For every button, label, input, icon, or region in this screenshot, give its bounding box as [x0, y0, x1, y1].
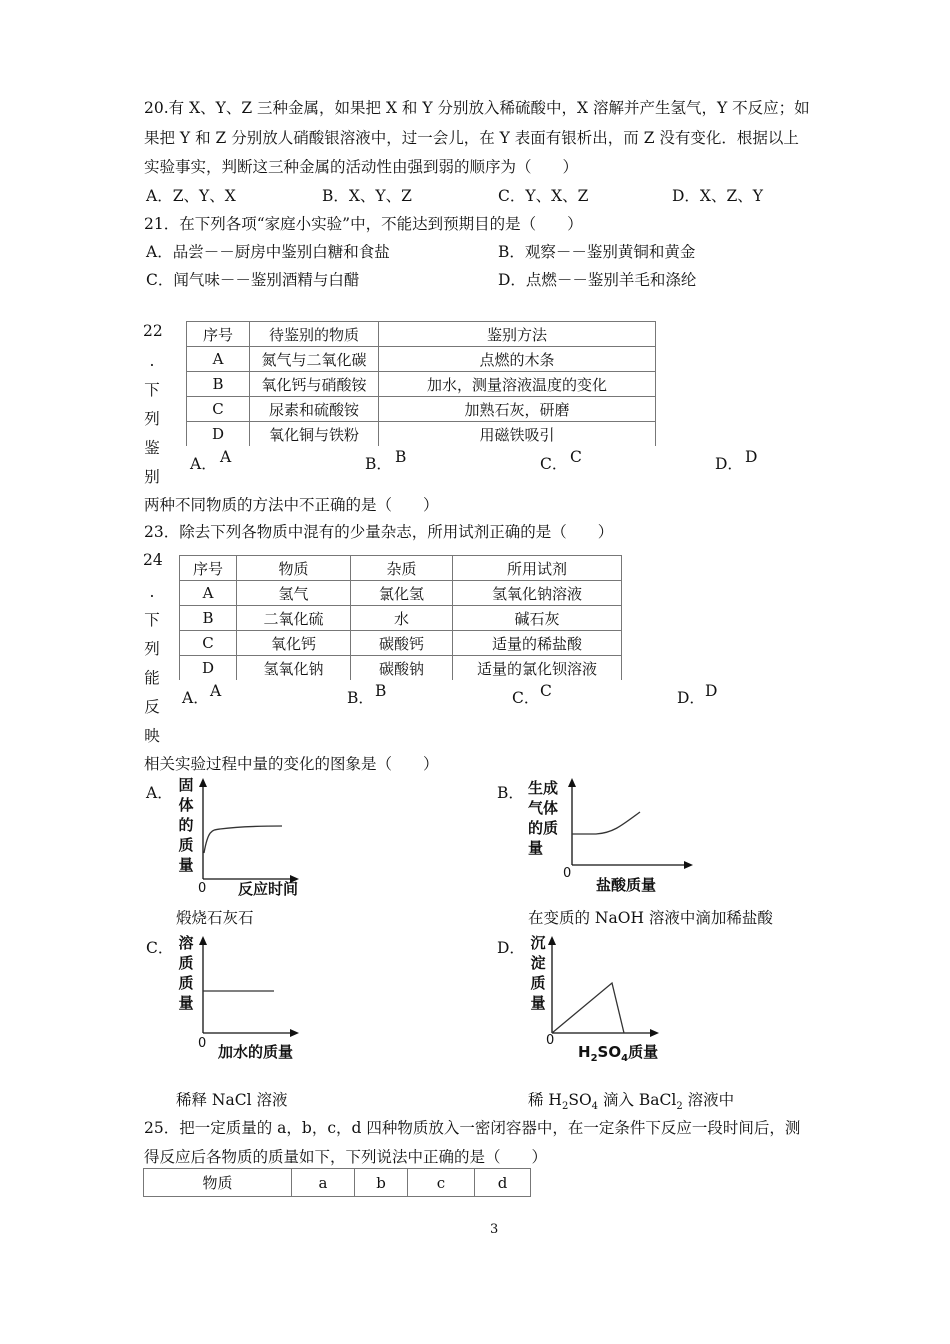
q20-option-d: D．X、Z、Y — [672, 187, 763, 205]
table-cell: C — [187, 397, 250, 422]
q22-choice-b-prefix: B． — [365, 455, 392, 473]
q24-chart-b-curve — [572, 812, 640, 834]
q24-chart-d-letter: D． — [497, 939, 525, 957]
table-row — [180, 606, 622, 631]
q22-number: 22 — [143, 322, 163, 340]
q23-choice-b-prefix: B． — [347, 689, 374, 707]
q24-vertical-char: 下 — [144, 611, 160, 629]
table-cell: 尿素和硫酸铵 — [250, 397, 379, 422]
q23-choice-c: C — [540, 682, 552, 700]
q22-choice-d-prefix: D． — [715, 455, 743, 473]
q22-vertical-char: . — [149, 352, 155, 370]
q23-header: 所用试剂 — [453, 556, 622, 581]
table-row — [180, 631, 622, 656]
table-cell: A — [187, 347, 250, 372]
q23-stem: 23．除去下列各物质中混有的少量杂志，所用试剂正确的是（ ） — [144, 523, 614, 541]
q22-vertical-char: 列 — [144, 410, 160, 428]
table-row — [187, 397, 656, 422]
q24-chart-c-graph — [190, 933, 300, 1038]
table-cell: 加熟石灰，研磨 — [379, 397, 656, 422]
q20-option-b: B．X、Y、Z — [322, 187, 412, 205]
q24-chart-b-origin: 0 — [563, 866, 572, 881]
q25-header: b — [355, 1169, 408, 1197]
q25-table — [143, 1168, 531, 1197]
table-cell: 氢氧化钠溶液 — [453, 581, 622, 606]
table-cell: 氧化钙与硝酸铵 — [250, 372, 379, 397]
q23-choice-a: A — [210, 682, 222, 700]
table-cell: 氢氧化钠 — [237, 656, 351, 681]
q22-vertical-char: 鉴 — [144, 439, 160, 457]
q24-chart-a-origin: 0 — [198, 881, 207, 896]
q25-header: d — [475, 1169, 531, 1197]
q24-chart-a-letter: A． — [146, 784, 173, 802]
table-cell: 氯化氢 — [351, 581, 453, 606]
q21-option-b: B．观察－－鉴别黄铜和黄金 — [498, 243, 696, 261]
q22-choice-a-prefix: A． — [190, 455, 217, 473]
q24-chart-a-graph — [190, 775, 300, 885]
q21-stem: 21．在下列各项“家庭小实验”中，不能达到预期目的是（ ） — [144, 215, 583, 233]
q24-chart-a-curve — [204, 826, 282, 853]
table-cell: 用磁铁吸引 — [379, 422, 656, 447]
q25-header: c — [408, 1169, 475, 1197]
table-cell: 点燃的木条 — [379, 347, 656, 372]
q25-line2: 得反应后各物质的质量如下，下列说法中正确的是（ ） — [144, 1148, 548, 1166]
table-cell: D — [187, 422, 250, 447]
q21-option-c: C．闻气味－－鉴别酒精与白醋 — [146, 271, 360, 289]
q24-chart-a-xlabel: 反应时间 — [238, 880, 299, 898]
q22-header: 鉴别方法 — [379, 322, 656, 347]
table-cell: 适量的稀盐酸 — [453, 631, 622, 656]
table-row — [187, 422, 656, 447]
q24-vertical-char: 映 — [144, 727, 160, 745]
q20-line2: 果把 Y 和 Z 分别放人硝酸银溶液中，过一会儿，在 Y 表面有银析出，而 Z 没有变化．根据以上 — [144, 129, 799, 147]
q24-vertical-char: 反 — [144, 698, 160, 716]
q24-vertical-char: 能 — [144, 669, 160, 687]
q20-option-a: A．Z、Y、X — [146, 187, 236, 205]
q25-header: a — [292, 1169, 355, 1197]
q23-choice-c-prefix: C． — [512, 689, 540, 707]
q23-header: 物质 — [237, 556, 351, 581]
q22-choice-d: D — [745, 448, 758, 466]
q23-header: 序号 — [180, 556, 237, 581]
table-cell: 氧化铜与铁粉 — [250, 422, 379, 447]
table-cell: 氢气 — [237, 581, 351, 606]
q24-number: 24 — [143, 551, 163, 569]
q25-header: 物质 — [144, 1169, 292, 1197]
table-row — [180, 581, 622, 606]
table-cell: A — [180, 581, 237, 606]
q23-choice-d-prefix: D． — [677, 689, 705, 707]
table-row — [180, 656, 622, 681]
q22-table — [186, 321, 656, 446]
q24-chart-c-ylabel: 溶 质 质 量 — [178, 934, 194, 1012]
q24-chart-d-graph — [540, 933, 665, 1038]
q24-tail: 相关实验过程中量的变化的图象是（ ） — [144, 755, 439, 773]
q20-option-c: C．Y、X、Z — [498, 187, 589, 205]
q24-chart-a-caption: 煅烧石灰石 — [176, 909, 254, 927]
q21-option-d: D．点燃－－鉴别羊毛和涤纶 — [498, 271, 697, 289]
table-cell: 加水，测量溶液温度的变化 — [379, 372, 656, 397]
q25-line1: 25．把一定质量的 a，b，c，d 四种物质放入一密闭容器中，在一定条件下反应一段时间后，测 — [144, 1119, 801, 1137]
q24-chart-b-xlabel: 盐酸质量 — [596, 876, 657, 894]
q23-choice-a-prefix: A． — [182, 689, 209, 707]
table-cell: 水 — [351, 606, 453, 631]
table-cell: C — [180, 631, 237, 656]
table-cell: 氮气与二氧化碳 — [250, 347, 379, 372]
q23-table — [179, 555, 622, 680]
q23-choice-d: D — [705, 682, 718, 700]
table-cell: 二氧化硫 — [237, 606, 351, 631]
q24-vertical-char: 列 — [144, 640, 160, 658]
q24-chart-a-ylabel: 固 体 的 质 量 — [178, 776, 194, 874]
q24-chart-b-graph — [560, 775, 700, 875]
q24-chart-d-ylabel: 沉 淀 质 量 — [530, 934, 546, 1012]
q22-vertical-char: 别 — [144, 468, 160, 486]
q22-choice-a: A — [220, 448, 232, 466]
q23-header: 杂质 — [351, 556, 453, 581]
q20-line3: 实验事实，判断这三种金属的活动性由强到弱的顺序为（ ） — [144, 158, 579, 176]
q24-vertical-char: . — [149, 583, 155, 601]
q24-chart-d-caption: 稀 $H_2SO_4$ 滴入 BaCl$_2$ 溶液中 — [528, 1091, 735, 1113]
table-cell: 碳酸钙 — [351, 631, 453, 656]
table-cell: 适量的氯化钡溶液 — [453, 656, 622, 681]
q24-chart-d-origin: 0 — [546, 1033, 555, 1048]
table-row — [187, 372, 656, 397]
q24-chart-d-line — [552, 983, 624, 1033]
table-cell: 碳酸钠 — [351, 656, 453, 681]
q24-chart-b-ylabel: 生成 气体 的质 量 — [528, 779, 559, 857]
table-cell: B — [187, 372, 250, 397]
q22-choice-c: C — [570, 448, 582, 466]
q24-chart-c-caption: 稀释 NaCl 溶液 — [176, 1091, 288, 1109]
q24-chart-b-letter: B． — [497, 784, 524, 802]
table-cell: D — [180, 656, 237, 681]
page-number: 3 — [490, 1222, 499, 1237]
table-cell: 碱石灰 — [453, 606, 622, 631]
q22-header: 待鉴别的物质 — [250, 322, 379, 347]
table-cell: B — [180, 606, 237, 631]
q24-chart-c-xlabel: 加水的质量 — [218, 1043, 294, 1061]
q24-chart-d-xlabel: $H_2SO_4$质量 — [578, 1043, 659, 1064]
q22-header: 序号 — [187, 322, 250, 347]
q20-line1: 20.有 X、Y、Z 三种金属，如果把 X 和 Y 分别放入稀硫酸中，X 溶解并产生氢气，Y 不反应；如 — [144, 99, 810, 117]
q21-option-a: A．品尝－－厨房中鉴别白糖和食盐 — [146, 243, 390, 261]
table-row — [187, 347, 656, 372]
q22-choice-b: B — [395, 448, 407, 466]
q22-tail: 两种不同物质的方法中不正确的是（ ） — [144, 496, 439, 514]
q24-chart-c-letter: C． — [146, 939, 174, 957]
q23-choice-b: B — [375, 682, 387, 700]
table-cell: 氧化钙 — [237, 631, 351, 656]
q24-chart-b-caption: 在变质的 NaOH 溶液中滴加稀盐酸 — [528, 909, 773, 927]
q22-choice-c-prefix: C． — [540, 455, 568, 473]
q22-vertical-char: 下 — [144, 381, 160, 399]
q24-chart-c-origin: 0 — [198, 1036, 207, 1051]
